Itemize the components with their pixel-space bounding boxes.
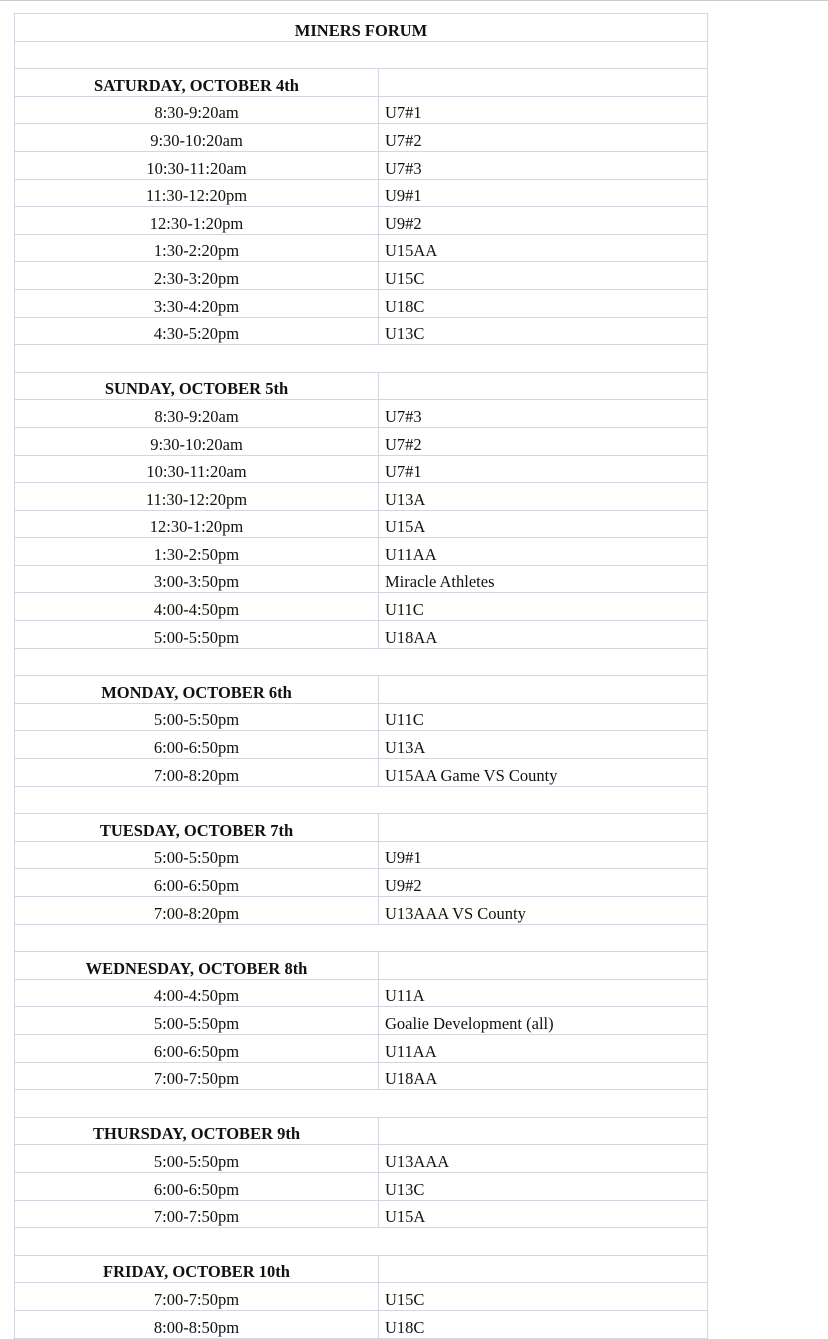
time-slot: 6:00-6:50pm (15, 869, 379, 897)
table-row (15, 538, 708, 566)
time-slot: 7:00-7:50pm (15, 1062, 379, 1090)
day-header-row (15, 372, 708, 400)
spacer-row (15, 786, 708, 814)
day-heading: TUESDAY, OCTOBER 7th (15, 814, 379, 842)
spacer-row (15, 924, 708, 952)
team-name: U9#2 (379, 869, 708, 897)
team-name: U7#2 (379, 124, 708, 152)
day-heading: MONDAY, OCTOBER 6th (15, 676, 379, 704)
time-slot: 8:30-9:20am (15, 96, 379, 124)
table-row (15, 1200, 708, 1228)
time-slot: 6:00-6:50pm (15, 731, 379, 759)
team-name: U15A (379, 1200, 708, 1228)
table-row (15, 234, 708, 262)
time-slot: 11:30-12:20pm (15, 179, 379, 207)
day-heading: THURSDAY, OCTOBER 9th (15, 1117, 379, 1145)
team-name: U9#1 (379, 841, 708, 869)
day-heading-empty-cell (379, 952, 708, 980)
team-name: U15C (379, 262, 708, 290)
day-header-row (15, 814, 708, 842)
table-row (15, 483, 708, 511)
table-row (15, 151, 708, 179)
team-name: Goalie Development (all) (379, 1007, 708, 1035)
day-heading-empty-cell (379, 1117, 708, 1145)
team-name: U13C (379, 1172, 708, 1200)
spacer-cell (15, 41, 708, 69)
time-slot: 8:00-8:50pm (15, 1310, 379, 1338)
time-slot: 3:00-3:50pm (15, 565, 379, 593)
team-name: U18C (379, 289, 708, 317)
day-header-row (15, 69, 708, 97)
table-row (15, 179, 708, 207)
team-name: U18C (379, 1310, 708, 1338)
time-slot: 12:30-1:20pm (15, 510, 379, 538)
time-slot: 6:00-6:50pm (15, 1172, 379, 1200)
table-row (15, 262, 708, 290)
time-slot: 7:00-7:50pm (15, 1200, 379, 1228)
spacer-row (15, 345, 708, 373)
time-slot: 1:30-2:20pm (15, 234, 379, 262)
table-row (15, 1034, 708, 1062)
table-row (15, 565, 708, 593)
day-header-row (15, 952, 708, 980)
spacer-cell (15, 786, 708, 814)
time-slot: 12:30-1:20pm (15, 207, 379, 235)
time-slot: 7:00-8:20pm (15, 897, 379, 925)
spacer-row (15, 41, 708, 69)
spacer-cell (15, 1090, 708, 1118)
team-name: U15AA (379, 234, 708, 262)
time-slot: 9:30-10:20am (15, 124, 379, 152)
table-row (15, 1062, 708, 1090)
time-slot: 7:00-7:50pm (15, 1283, 379, 1311)
table-row (15, 731, 708, 759)
spacer-row (15, 1228, 708, 1256)
table-row (15, 897, 708, 925)
day-heading: SUNDAY, OCTOBER 5th (15, 372, 379, 400)
table-title: MINERS FORUM (15, 14, 708, 42)
time-slot: 10:30-11:20am (15, 455, 379, 483)
table-row (15, 703, 708, 731)
time-slot: 3:30-4:20pm (15, 289, 379, 317)
top-divider (0, 0, 828, 1)
team-name: U13C (379, 317, 708, 345)
table-row (15, 1145, 708, 1173)
time-slot: 9:30-10:20am (15, 427, 379, 455)
day-header-row (15, 1255, 708, 1283)
table-row (15, 400, 708, 428)
table-row (15, 1310, 708, 1338)
team-name: U18AA (379, 1062, 708, 1090)
team-name: U9#2 (379, 207, 708, 235)
team-name: U11C (379, 703, 708, 731)
team-name: U7#1 (379, 455, 708, 483)
time-slot: 6:00-6:50pm (15, 1034, 379, 1062)
time-slot: 11:30-12:20pm (15, 483, 379, 511)
team-name: U7#3 (379, 151, 708, 179)
table-row (15, 427, 708, 455)
day-heading: FRIDAY, OCTOBER 10th (15, 1255, 379, 1283)
table-row (15, 1283, 708, 1311)
schedule-table (14, 13, 708, 1339)
day-header-row (15, 1117, 708, 1145)
schedule-body (15, 14, 708, 1339)
table-row (15, 317, 708, 345)
table-row (15, 1007, 708, 1035)
time-slot: 8:30-9:20am (15, 400, 379, 428)
table-row (15, 455, 708, 483)
team-name: U15A (379, 510, 708, 538)
spacer-row (15, 1090, 708, 1118)
table-row (15, 510, 708, 538)
table-row (15, 593, 708, 621)
day-heading-empty-cell (379, 69, 708, 97)
day-heading-empty-cell (379, 814, 708, 842)
table-row (15, 1172, 708, 1200)
table-row (15, 869, 708, 897)
team-name: Miracle Athletes (379, 565, 708, 593)
time-slot: 5:00-5:50pm (15, 1007, 379, 1035)
table-row (15, 289, 708, 317)
table-row (15, 841, 708, 869)
time-slot: 5:00-5:50pm (15, 621, 379, 649)
table-row (15, 207, 708, 235)
time-slot: 1:30-2:50pm (15, 538, 379, 566)
team-name: U7#2 (379, 427, 708, 455)
team-name: U13A (379, 731, 708, 759)
team-name: U18AA (379, 621, 708, 649)
title-row (15, 14, 708, 42)
team-name: U11AA (379, 1034, 708, 1062)
day-header-row (15, 676, 708, 704)
spacer-cell (15, 648, 708, 676)
table-row (15, 621, 708, 649)
day-heading: SATURDAY, OCTOBER 4th (15, 69, 379, 97)
team-name: U11A (379, 979, 708, 1007)
day-heading-empty-cell (379, 1255, 708, 1283)
spacer-cell (15, 345, 708, 373)
table-row (15, 124, 708, 152)
spacer-cell (15, 1228, 708, 1256)
team-name: U7#3 (379, 400, 708, 428)
team-name: U9#1 (379, 179, 708, 207)
table-row (15, 979, 708, 1007)
team-name: U7#1 (379, 96, 708, 124)
time-slot: 2:30-3:20pm (15, 262, 379, 290)
team-name: U11C (379, 593, 708, 621)
time-slot: 5:00-5:50pm (15, 1145, 379, 1173)
team-name: U13AAA (379, 1145, 708, 1173)
time-slot: 4:00-4:50pm (15, 979, 379, 1007)
time-slot: 10:30-11:20am (15, 151, 379, 179)
time-slot: 4:00-4:50pm (15, 593, 379, 621)
spacer-cell (15, 924, 708, 952)
time-slot: 7:00-8:20pm (15, 759, 379, 787)
table-row (15, 759, 708, 787)
team-name: U13AAA VS County (379, 897, 708, 925)
time-slot: 5:00-5:50pm (15, 703, 379, 731)
time-slot: 4:30-5:20pm (15, 317, 379, 345)
spacer-row (15, 648, 708, 676)
team-name: U11AA (379, 538, 708, 566)
table-row (15, 96, 708, 124)
day-heading: WEDNESDAY, OCTOBER 8th (15, 952, 379, 980)
team-name: U15AA Game VS County (379, 759, 708, 787)
day-heading-empty-cell (379, 372, 708, 400)
team-name: U15C (379, 1283, 708, 1311)
time-slot: 5:00-5:50pm (15, 841, 379, 869)
day-heading-empty-cell (379, 676, 708, 704)
team-name: U13A (379, 483, 708, 511)
